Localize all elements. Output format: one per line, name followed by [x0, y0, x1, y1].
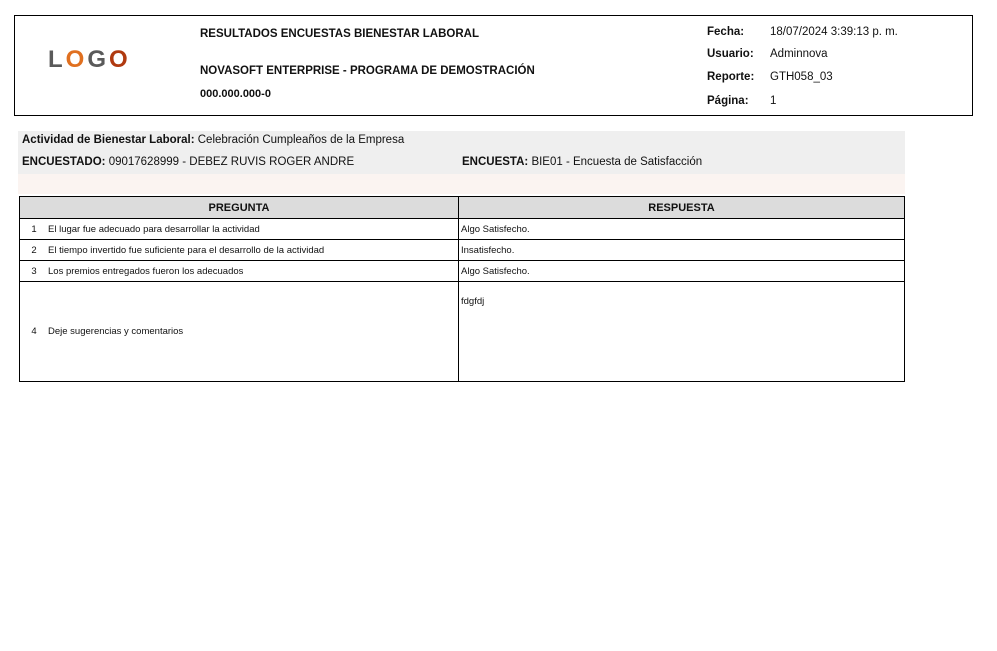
question-cell: 3 Los premios entregados fueron los adecuados [20, 261, 459, 282]
respondent-line: ENCUESTADO: 09017628999 - DEBEZ RUVIS ROGER ANDRE [22, 156, 355, 168]
report-title: RESULTADOS ENCUESTAS BIENESTAR LABORAL [200, 28, 479, 40]
company-logo: LOGO [48, 46, 131, 73]
question-cell: 4 Deje sugerencias y comentarios [20, 282, 459, 382]
question-cell: 2 El tiempo invertido fue suficiente para el desarrollo de la actividad [20, 240, 459, 261]
company-name: NOVASOFT ENTERPRISE - PROGRAMA DE DEMOSTRACIÓN [200, 65, 535, 77]
table-row [20, 240, 905, 261]
column-header-pregunta: PREGUNTA [20, 197, 459, 219]
table-header-row [20, 197, 905, 219]
company-nit: 000.000.000-0 [200, 88, 271, 100]
meta-usuario: Usuario: Adminnova [707, 48, 828, 60]
answers-table [19, 196, 905, 382]
activity-line: Actividad de Bienestar Laboral: Celebración Cumpleaños de la Empresa [22, 134, 405, 146]
separator-stripe [18, 174, 905, 194]
meta-pagina: Página: 1 [707, 95, 777, 107]
meta-fecha: Fecha: 18/07/2024 3:39:13 p. m. [707, 26, 898, 38]
survey-line: ENCUESTA: BIE01 - Encuesta de Satisfacción [462, 156, 703, 168]
answer-cell: Insatisfecho. [459, 240, 905, 261]
answer-cell: Algo Satisfecho. [459, 219, 905, 240]
meta-reporte: Reporte: GTH058_03 [707, 71, 833, 83]
table-row [20, 261, 905, 282]
survey-info-panel [18, 131, 905, 174]
question-cell: 1 El lugar fue adecuado para desarrollar la actividad [20, 219, 459, 240]
answer-cell: Algo Satisfecho. [459, 261, 905, 282]
column-header-respuesta: RESPUESTA [459, 197, 905, 219]
answer-cell: fdgfdj [459, 282, 905, 382]
table-row [20, 282, 905, 382]
table-row [20, 219, 905, 240]
